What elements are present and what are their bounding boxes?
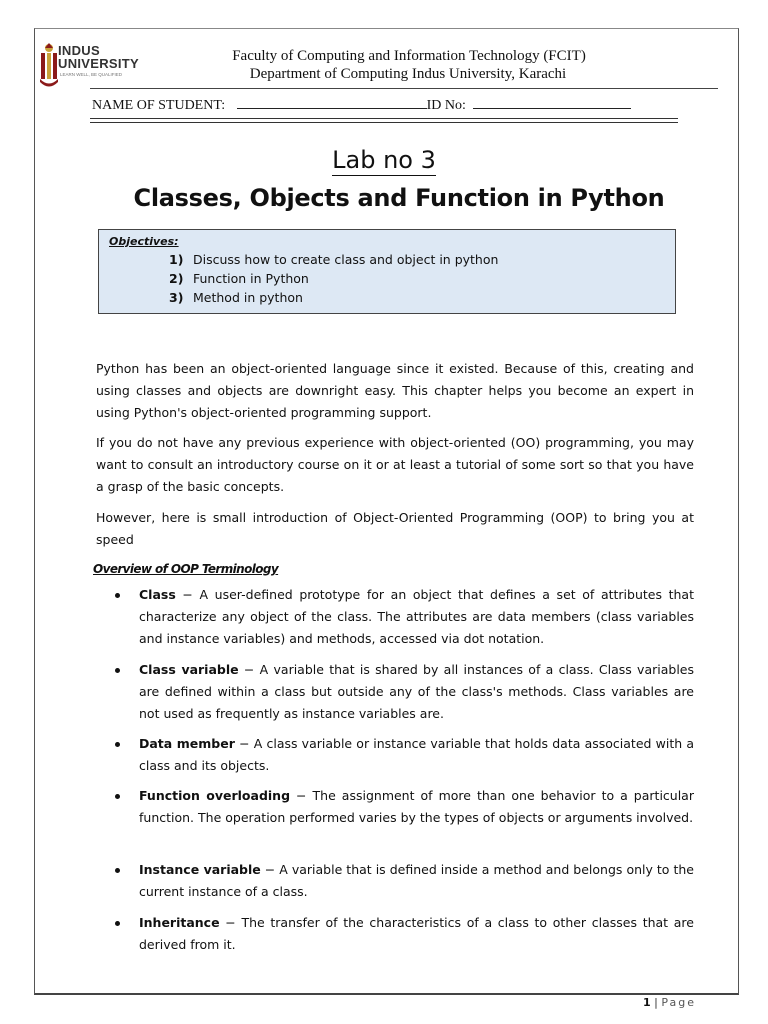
objective-item [169, 290, 303, 305]
term-entry [139, 733, 694, 777]
introduction-paragraph: However, here is small introduction of Object-Oriented Programming (OOP) to bring you at speed [96, 510, 694, 547]
header-double-rule-top [90, 118, 678, 119]
term-entry [139, 584, 694, 650]
term-name: Function overloading [139, 788, 291, 803]
term-entry [139, 659, 694, 725]
page-separator: | [650, 996, 662, 1009]
term-definition: − A variable that is defined inside a method and belongs only to the current instance of a class. [139, 862, 694, 899]
term-definition: − A class variable or instance variable that holds data associated with a class and its objects. [139, 736, 694, 773]
page-footer [643, 996, 696, 1009]
page-label: Page [661, 996, 696, 1009]
objective-number: 3) [169, 290, 184, 305]
term-name: Inheritance [139, 915, 220, 930]
objective-number: 2) [169, 271, 184, 286]
student-info-row [92, 96, 631, 114]
bullet-icon [115, 868, 120, 873]
term-name: Data member [139, 736, 235, 751]
logo-line2: UNIVERSITY [58, 56, 140, 71]
term-definition: − The transfer of the characteristics of a class to other classes that are derived from it. [139, 915, 694, 952]
intro-paragraph: Python has been an object-oriented language since it existed. Because of this, creating and using classes and objects are downright easy. This chapter helps you become an expert in using Python's object-oriented programming support. [96, 361, 694, 420]
logo-line1: INDUS [58, 43, 100, 58]
student-id-label: ID No: [426, 98, 466, 113]
bullet-icon [115, 742, 120, 747]
bullet-icon [115, 921, 120, 926]
faculty-name: Faculty of Computing and Information Technology (FCIT) [232, 48, 586, 64]
bullet-icon [115, 794, 120, 799]
logo-tagline: LEARN WELL, BE QUALIFIED [60, 72, 123, 77]
term-entry [139, 859, 694, 903]
term-entry [139, 785, 694, 829]
term-definition: − The assignment of more than one behavior to a particular function. The operation performed varies by the types of objects or arguments involved. [139, 788, 694, 825]
department-name: Department of Computing Indus University, Karachi [249, 66, 567, 82]
page-number: 1 [643, 996, 651, 1009]
objectives-heading: Objectives: [109, 235, 179, 248]
objective-text: Method in python [193, 290, 303, 305]
term-name: Instance variable [139, 862, 261, 877]
header-divider [90, 88, 718, 89]
objectives-box [98, 229, 676, 314]
objective-number: 1) [169, 252, 184, 267]
objective-item [169, 271, 309, 286]
experience-paragraph: If you do not have any previous experience with object-oriented (OO) programming, you may want to consult an introductory course on it or at least a tutorial of some sort so that you have a grasp of the basic concepts. [96, 435, 694, 494]
objective-text: Function in Python [193, 271, 309, 286]
student-id-field[interactable] [473, 96, 631, 109]
term-entry [139, 912, 694, 956]
objective-text: Discuss how to create class and object in python [193, 252, 499, 267]
term-definition: − A user-defined prototype for an object that defines a set of attributes that characterize any object of the class. The attributes are data members (class variables and instance variables) and methods, accessed via dot notation. [139, 587, 694, 646]
header-double-rule-bottom [90, 122, 678, 123]
student-name-label: NAME OF STUDENT: [92, 98, 226, 113]
student-name-field[interactable] [237, 96, 427, 109]
lab-number: Lab no 3 [332, 146, 436, 174]
term-name: Class [139, 587, 176, 602]
bullet-icon [115, 593, 120, 598]
lab-title [0, 146, 768, 174]
objective-item [169, 252, 498, 267]
lab-subtitle: Classes, Objects and Function in Python [133, 184, 665, 212]
overview-heading: Overview of OOP Terminology [93, 562, 279, 576]
term-definition: − A variable that is shared by all instances of a class. Class variables are defined within a class but outside any of the class's methods. Class variables are not used as frequently as instance variables are. [139, 662, 694, 721]
term-name: Class variable [139, 662, 239, 677]
bullet-icon [115, 668, 120, 673]
